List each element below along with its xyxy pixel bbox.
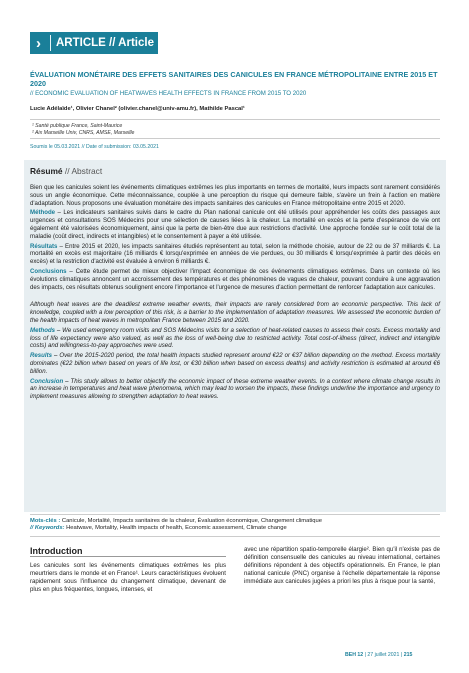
affiliations [30,119,440,139]
abstract-conclusion [30,378,440,401]
resultats-lead: Résultats [30,242,58,250]
abstract-intro-fr: Bien que les canicules soient les événements climatiques extrêmes les plus importants en termes de mortalité, leurs impacts sont rarement considérés sous un angle économique. Cette méconnaissance, couplée à une perception du risque qui demeure faible, s'avère un frein à l'action en matière d'adaptation. Nous proposons une évaluation monétaire des impacts sanitaires des canicules en France métropolitaine entre 2015 et 2020. [30,184,440,207]
article-banner [30,32,158,54]
abstract-body [30,184,440,403]
methods-text: – We used emergency room visits and SOS Médecins visits for a selection of heat-related causes to assess their costs. Excess mortality and loss of life expectancy were also valued, as well as the loss of well-being due to restricted activity. Total cost-of-illness (direct, indirect and intangible costs) and willingness-to-pay approaches were used. [30,326,440,350]
introduction-column-2: avec une répartition spatio-temporelle élargie². Bien qu'il n'existe pas de définition consensuelle des canicules au niveau international, certaines définitions répondent à des objectifs opérationnels. En France, le plan national canicule (PNC) organise à l'échelle départementale la réponse immédiate aux canicules jugées a priori les plus à risque pour la santé, [244,546,440,585]
keywords-en-text: Heatwave, Mortality, Health impacts of health, Economic assessment, Climate change [64,525,287,532]
abstract-methode [30,209,440,240]
keywords-fr [30,518,440,525]
abstract-heading-en: // Abstract [64,166,103,176]
keywords-fr-lead: Mots-clés : [30,518,61,524]
resultats-text: – Entre 2015 et 2020, les impacts sanitaires étudiés représentent au total, selon la méthode choisie, autour de 22 ou de 37 milliards €. La mortalité en excès est majoritaire (16 milliards € lorsqu'exprimée en années de vie perdues, ou 30 milliards € lorsqu'exprimée à partir des décès en excès) et la restriction d'activité est évaluée à environ 6 milliards €. [30,242,440,266]
authors: Lucie Adélaïde¹, Olivier Chanel² (olivier.chanel@univ-amu.fr), Mathilde Pascal¹ [30,106,245,112]
abstract-heading-fr: Résumé [30,166,63,176]
conclusions-text: – Cette étude permet de mieux objectiver l'impact économique de ces événements climatiques extrêmes. Dans un contexte où les évolutions climatiques annoncent un accroissement des températures et des phénomènes de vagues de chaleur, pouvant conduire à une aggravation des impacts, ces résultats obtenus soulignent encore l'importance et l'urgence de mesures d'action permettant de renforcer l'adaptation aux canicules. [30,267,440,291]
footer-date: 27 juillet 2021 [367,652,400,658]
abstract-results [30,352,440,375]
introduction-rule [30,556,226,557]
submission-date: Soumis le 05.03.2021 // Date of submission: 03.05.2021 [30,144,159,150]
abstract-box [24,160,446,512]
affiliation-1: ¹ Santé publique France, Saint-Maurice [32,123,123,129]
methode-text: – Les indicateurs sanitaires suivis dans le cadre du Plan national canicule ont été utilisés pour appréhender les coûts des passages aux urgences et consultations SOS Médecins pour une sélection de causes liées à la chaleur. La mortalité en excès et la perte d'espérance de vie ont également été valorisées économiquement, ainsi que la perte de bien-être due aux restrictions d'activité. Une approche fondée sur le coût total de la maladie (coût direct, indirects et intangibles) et le consentement à payer a été utilisée. [30,209,440,240]
methods-lead: Methods [30,326,56,334]
abstract-resultats [30,243,440,266]
abstract-intro-en: Although heat waves are the deadliest extreme weather events, their impacts are rarely considered from an economic perspective. This lack of knowledge, coupled with a low perception of this risk, is a barrier to the implementation of adaptation measures. We assessed the economic burden of the health impacts of heat waves in metropolitan France between 2015 and 2020. [30,301,440,324]
methode-lead: Méthode [30,209,56,217]
banner-divider [50,35,51,51]
abstract-methods [30,327,440,350]
conclusions-lead: Conclusions [30,267,67,275]
introduction-heading: Introduction [30,546,83,556]
conclusion-lead: Conclusion [30,377,64,385]
keywords-en [30,525,440,532]
article-title: ÉVALUATION MONÉTAIRE DES EFFETS SANITAIRES DES CANICULES EN FRANCE MÉTROPOLITAINE ENTRE 2015 ET 2020 [30,70,438,88]
article-label: ARTICLE // Article [56,37,154,49]
keywords-en-lead: // Keywords: [30,525,65,532]
article-title-en: // ECONOMIC EVALUATION OF HEATWAVES HEALTH EFFECTS IN FRANCE FROM 2015 TO 2020 [30,90,307,97]
results-text: – Over the 2015-2020 period, the total health impacts studied represent around €22 or €37 billion depending on the method. Excess mortality dominates (€22 billion when based on years of life lost, or €30 billion when based on excess deaths) and activity restriction is estimated at around €6 billion. [30,352,440,375]
chevron-right-icon: › [36,34,41,52]
keywords-fr-text: Canicule, Mortalité, Impacts sanitaires de la chaleur, Évaluation économique, Changement climatique [60,518,322,524]
footer-journal: BEH 12 [345,652,364,658]
abstract-conclusions [30,268,440,291]
footer-page: 215 [403,652,413,658]
results-lead: Results [30,352,53,360]
abstract-heading [30,166,102,176]
keywords [30,514,440,537]
conclusion-text: – This study allows to better objectify the economic impact of these extreme weather events. In a context where climate change results in an increase in temperatures and heat wave phenomena, which may lead to worsen the impacts, these findings underline the importance and urgency to implement measures allowing to strengthen adaptation to heat waves. [30,377,440,401]
affiliation-2: ² Aix Marseille Univ, CNRS, AMSE, Marseille [32,129,135,136]
page-footer: BEH 12 | 27 juillet 2021 | 215 [345,652,413,658]
introduction-column-1: Les canicules sont les événements climatiques extrêmes les plus meurtriers dans le monde et en France¹. Leurs caractéristiques évoluent rapidement sous l'influence du changement climatique, devenant de plus en plus fréquentes, longues, intenses, et [30,562,226,593]
